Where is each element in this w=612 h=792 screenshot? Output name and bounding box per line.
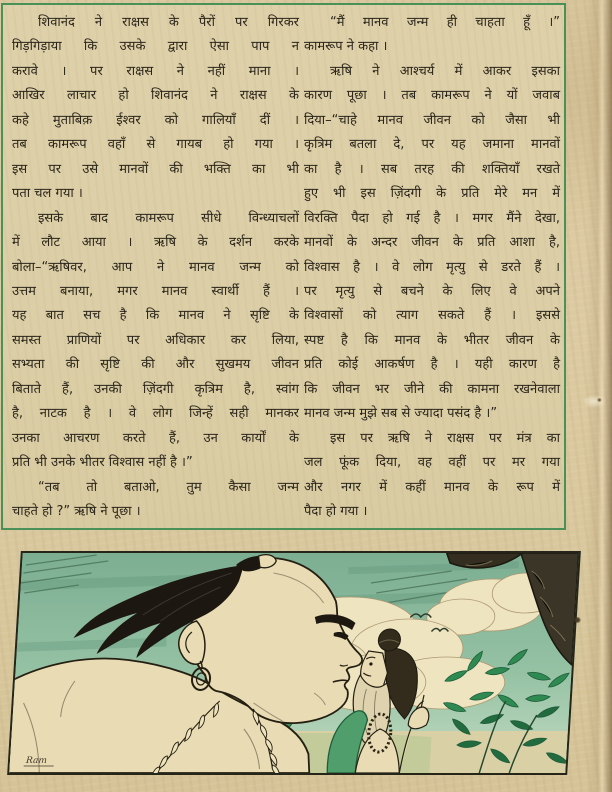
text-line: विरक्ति पैदा हो गई है । मगर मैंने देखा,	[304, 210, 560, 226]
text-line: कामरूप ने कहा ।	[304, 39, 388, 55]
paper-crease	[576, 386, 610, 420]
text-line: आखिर लाचार हो शिवानंद ने राक्षस के	[12, 88, 299, 104]
text-line: इसके बाद कामरूप सीधे विन्ध्याचलों	[38, 210, 299, 226]
text-line: का है । सब तरह की शक्तियाँ रखते	[304, 161, 560, 177]
text-line: शिवानंद ने राक्षस के पैरों पर गिरकर	[38, 15, 299, 30]
text-line: इस पर ऋषि ने राक्षस पर मंत्र का	[330, 430, 560, 446]
text-line: मानवों के अन्दर जीवन के प्रति आशा है,	[304, 235, 560, 251]
text-line: हुए भी इस ज़िंदगी के प्रति मेरे मन में	[304, 186, 560, 202]
text-line: “मैं मानव जन्म ही चाहता हूँ ।”	[330, 15, 560, 30]
text-line: चाहते हो ?” ऋषि ने पूछा ।	[12, 504, 141, 520]
text-line: पैदा हो गया ।	[304, 504, 368, 520]
text-line: सभ्यता की सृष्टि की और सुखमय जीवन	[12, 357, 299, 373]
text-line: दिया–“चाहे मानव जीवन को जैसा भी	[304, 112, 560, 128]
text-line: गिड़गिड़ाया कि उसके द्वारा ऐसा पाप न	[12, 39, 299, 55]
text-line: बोला–“ऋषिवर, आप ने मानव जन्म को	[12, 259, 299, 275]
text-line: कि जीवन भर जीने की कामना रखनेवाला	[304, 381, 560, 397]
story-illustration	[7, 551, 581, 775]
text-line: पर मृत्यु से बचने के लिए वे अपने	[304, 283, 560, 299]
text-line: बिताते हैं, उनकी ज़िंदगी कृत्रिम है, स्वांग	[12, 381, 299, 397]
illustration-canvas	[9, 553, 578, 773]
paper-stain	[574, 617, 581, 623]
text-line: उत्तम बनाया, मगर मानव स्वार्थी हैं ।	[12, 283, 299, 299]
svg-text:Ram: Ram	[25, 756, 48, 766]
text-line: कारण पूछा । तब कामरूप ने यों जवाब	[304, 88, 560, 104]
text-line: जल फूंक दिया, वह वहीं पर मर गया	[304, 455, 560, 471]
text-line: विश्वासों को त्याग सकते हैं । इससे	[304, 308, 560, 324]
text-line: उनका आचरण करते हैं, उन कार्यों के	[12, 430, 299, 446]
text-line: मानव जन्म मुझे सब से ज्यादा पसंद है ।”	[304, 406, 498, 422]
text-line: “तब तो बताओ, तुम कैसा जन्म	[38, 479, 299, 495]
text-line: यह बात सच है कि मानव ने सृष्टि के	[12, 308, 299, 324]
text-line: कहे मुताबिक़ ईश्वर को गालियाँ दीं ।	[12, 112, 299, 128]
text-line: प्रति कोई आकर्षण है । यही कारण है	[304, 357, 560, 373]
text-line: पता चल गया ।	[12, 186, 83, 202]
text-line: स्पष्ट है कि मानव के भीतर जीवन के	[304, 332, 560, 348]
text-line: विश्वास है । वे लोग मृत्यु से डरते हैं ।	[304, 259, 560, 275]
text-line: इस पर उसे मानवों की भक्ति का भी	[12, 161, 299, 177]
text-line: समस्त प्राणियों पर अधिकार कर लिया,	[12, 332, 299, 348]
text-line: में लौट आया । ऋषि के दर्शन करके	[12, 235, 299, 251]
text-line: ऋषि ने आश्चर्य में आकर इसका	[330, 63, 560, 79]
text-line: और नगर में कहीं मानव के रूप में	[304, 479, 560, 495]
text-column-left	[12, 11, 299, 525]
text-line: तब कामरूप वहाँ से गायब हो गया ।	[12, 137, 299, 153]
story-text-frame	[1, 3, 566, 530]
page-curl-edge	[586, 0, 612, 792]
text-column-right	[304, 11, 560, 525]
text-line: है, नाटक है । वे लोग जिन्हें सही मानकर	[12, 406, 299, 422]
text-line: प्रति भी उनके भीतर विश्वास नहीं है ।”	[12, 455, 193, 471]
text-line: करावे । पर राक्षस ने नहीं माना ।	[12, 63, 299, 79]
text-line: कृत्रिम बतला दे, पर यह जमाना मानवों	[304, 137, 560, 153]
